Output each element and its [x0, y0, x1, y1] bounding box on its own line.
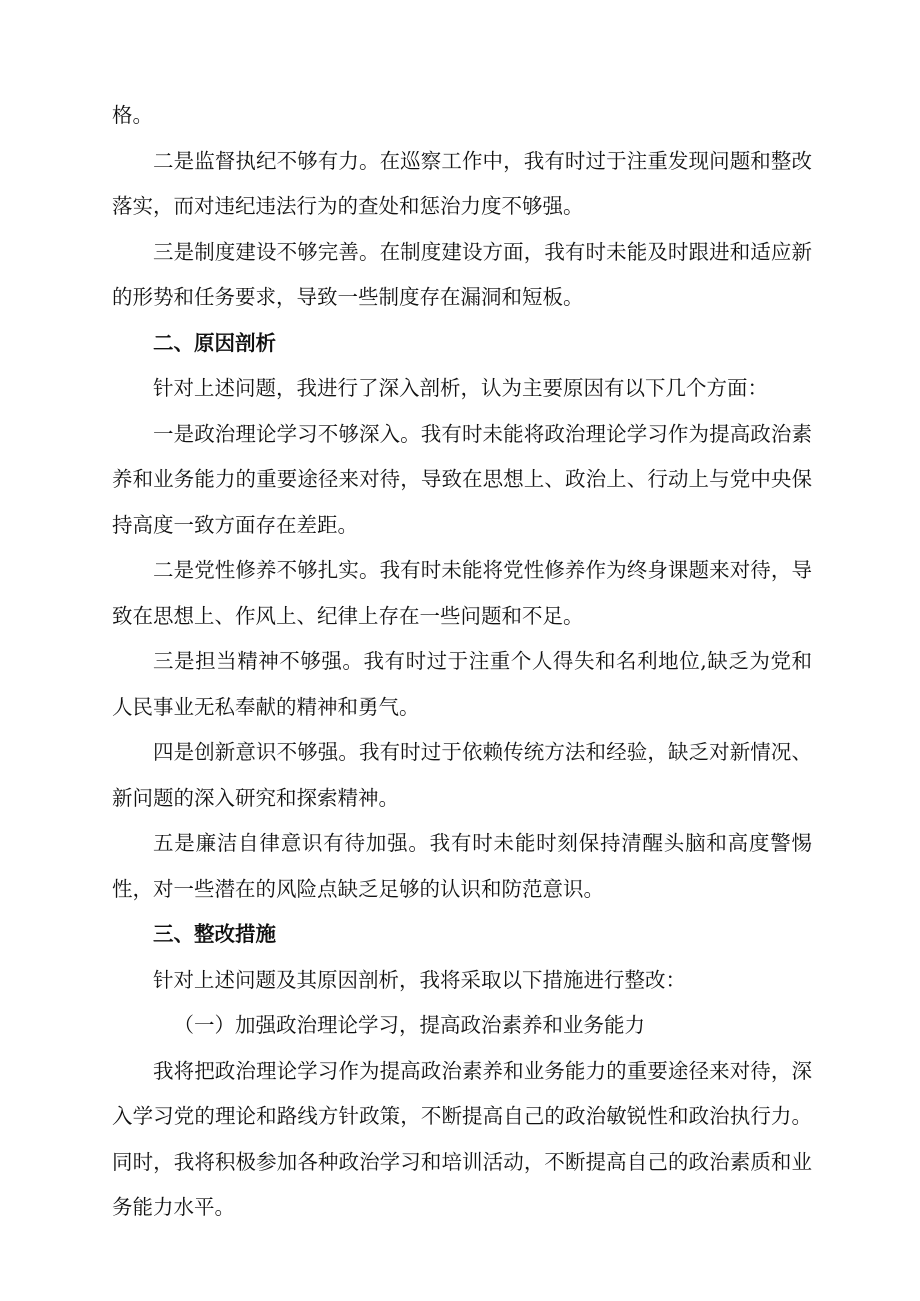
subheading-theory-study: （一）加强政治理论学习，提高政治素养和业务能力: [173, 1013, 645, 1037]
paragraph-rectification-intro: 针对上述问题及其原因剖析，我将采取以下措施进行整改：: [153, 967, 686, 992]
section-heading-rectification: 三、整改措施: [153, 922, 276, 946]
paragraph-supervision: 二是监督执纪不够有力。在巡察工作中，我有时过于注重发现问题和整改落实，而对违纪违法行为的查处和惩治力度不够强。: [112, 148, 812, 218]
paragraph-cause-party-cultivation: 二是党性修养不够扎实。我有时未能将党性修养作为终身课题来对待，导致在思想上、作风上、纪律上存在一些问题和不足。: [112, 558, 812, 628]
paragraph-analysis-intro: 针对上述问题，我进行了深入剖析，认为主要原因有以下几个方面：: [153, 376, 768, 400]
paragraph-cause-responsibility: 三是担当精神不够强。我有时过于注重个人得失和名利地位,缺乏为党和人民事业无私奉献的精神和勇气。: [112, 649, 812, 719]
paragraph-system-building: 三是制度建设不够完善。在制度建设方面，我有时未能及时跟进和适应新的形势和任务要求，导致一些制度存在漏洞和短板。: [112, 239, 812, 309]
paragraph-cause-theory-study: 一是政治理论学习不够深入。我有时未能将政治理论学习作为提高政治素养和业务能力的重要途径来对待，导致在思想上、政治上、行动上与党中央保持高度一致方面存在差距。: [112, 421, 812, 537]
paragraph-cause-innovation: 四是创新意识不够强。我有时过于依赖传统方法和经验，缺乏对新情况、新问题的深入研究和探索精神。: [112, 740, 812, 810]
document-body: [112, 93, 812, 1231]
section-heading-cause-analysis: 二、原因剖析: [153, 330, 276, 355]
paragraph-theory-study-measure: 我将把政治理论学习作为提高政治素养和业务能力的重要途径来对待，深入学习党的理论和路线方针政策，不断提高自己的政治敏锐性和政治执行力。同时，我将积极参加各种政治学习和培训活动，不断提高自己的政治素质和业务能力水平。: [112, 1058, 812, 1219]
paragraph-continuation: 格。: [112, 103, 153, 127]
paragraph-cause-integrity: 五是廉洁自律意识有待加强。我有时未能时刻保持清醒头脑和高度警惕性，对一些潜在的风险点缺乏足够的认识和防范意识。: [112, 831, 812, 901]
